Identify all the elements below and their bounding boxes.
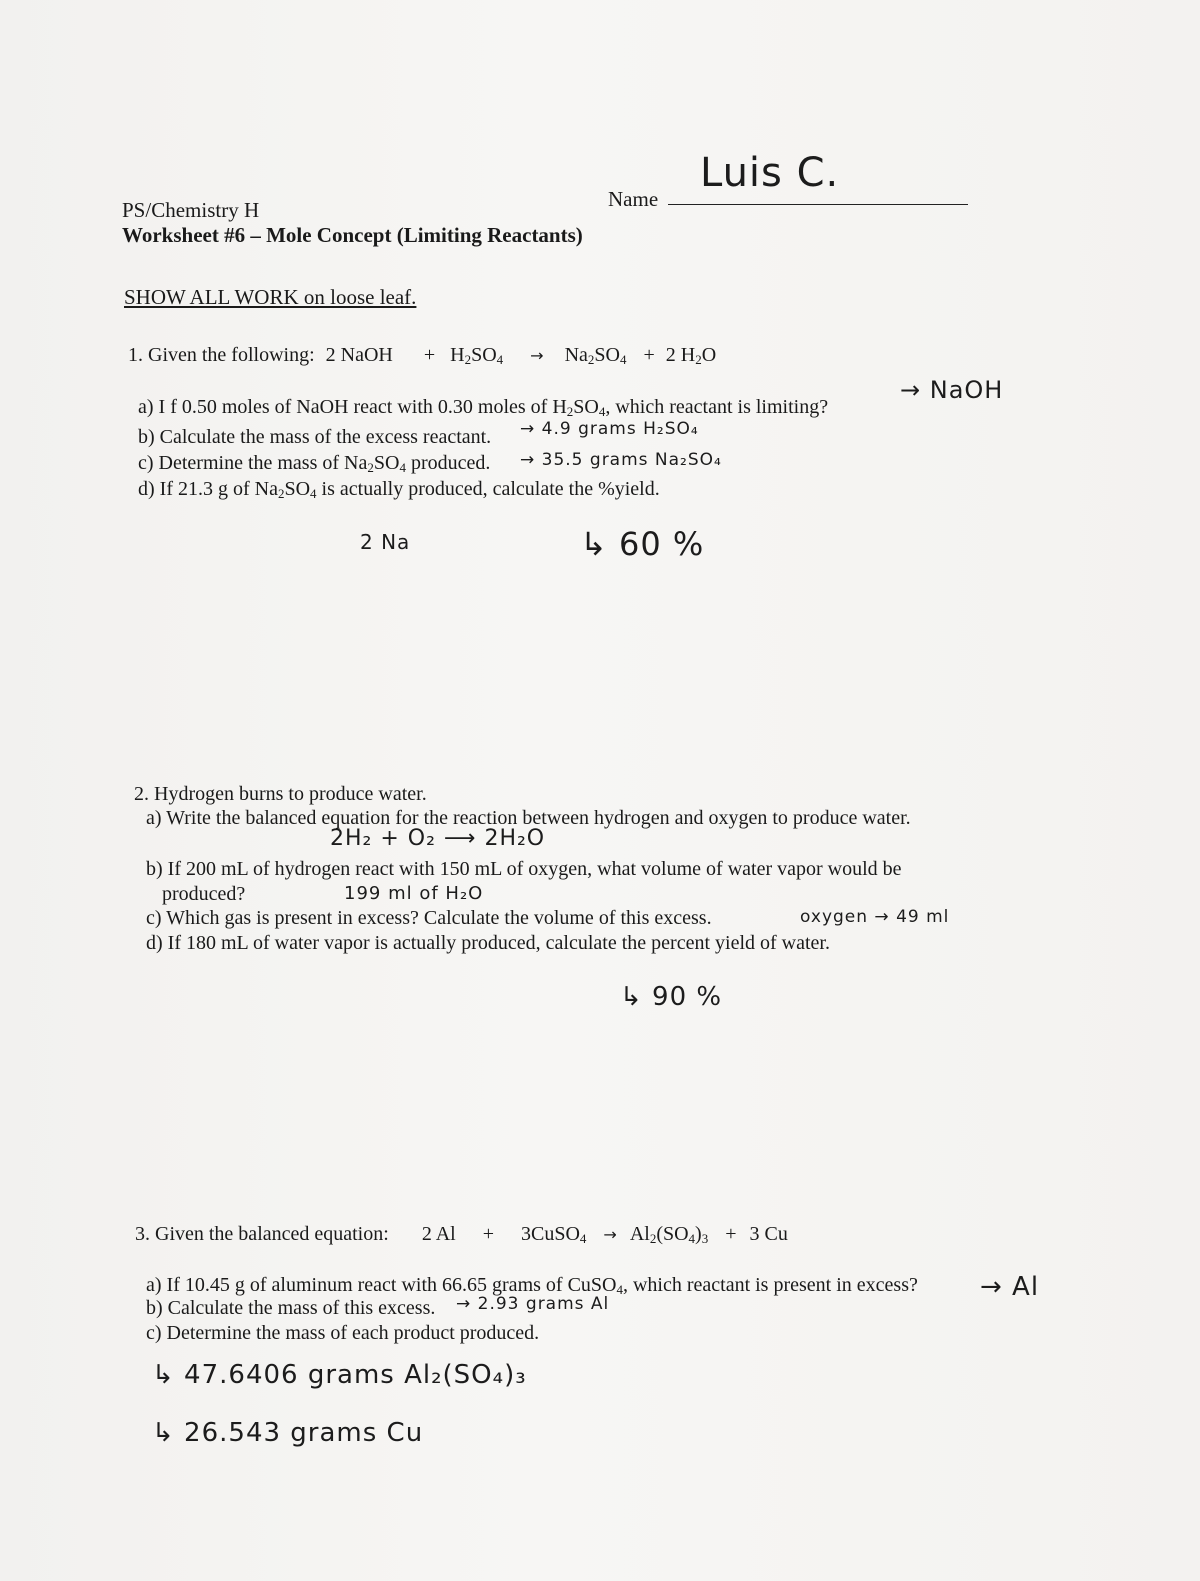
q3b-answer: → 2.93 grams Al [456,1294,610,1314]
q1-plus-2: + [643,344,655,366]
q2b-text-line2: produced? [162,883,246,905]
q3c-answer-2: ↳ 26.543 grams Cu [152,1418,424,1448]
q2b-answer: 199 ml of H₂O [344,883,484,904]
q1a-answer: → NaOH [900,376,1004,404]
q1-product-na2so4: $Na_2SO_4$ [564,344,627,367]
q1c-answer: → 35.5 grams Na₂SO₄ [520,450,722,470]
q1b-answer: → 4.9 grams H₂SO₄ [520,419,699,439]
student-name: Luis C. [700,150,840,196]
q1-reactant-naoh: 2 NaOH [325,344,393,366]
course-label: PS/Chemistry H [122,198,260,222]
q1-reactant-h2so4: $H_2SO_4$ [450,344,504,367]
q1d-answer: ↳ 60 % [580,525,705,563]
q3-reactant-al: 2 Al [421,1223,456,1245]
q2a-answer: 2H₂ + O₂ ⟶ 2H₂O [330,826,546,851]
name-underline [668,204,968,205]
q2d-answer: ↳ 90 % [620,982,723,1012]
q1a-text: a) I f 0.50 moles of NaOH react with 0.30 moles of $H_2SO_4$, which reactant is limiting? [138,396,829,419]
q3a-answer: → Al [980,1272,1040,1302]
q2b-text-line1: b) If 200 mL of hydrogen react with 150 mL of oxygen, what volume of water vapor would be [146,858,902,880]
q3b-text: b) Calculate the mass of this excess. [146,1297,436,1319]
q2d-text: d) If 180 mL of water vapor is actually produced, calculate the percent yield of water. [146,932,830,954]
q3-product-cu: 3 Cu [749,1223,788,1245]
q2a-text: a) Write the balanced equation for the reaction between hydrogen and oxygen to produce water. [146,807,911,829]
q1-intro: 1. Given the following: [128,344,315,366]
q1c-text: c) Determine the mass of $Na_2SO_4$ produced. [138,452,491,475]
q1-plus: + [423,344,436,366]
q3-intro: 3. Given the balanced equation: [135,1223,389,1245]
worksheet-title: Worksheet #6 – Mole Concept (Limiting Reactants) [122,223,583,247]
q2c-text: c) Which gas is present in excess? Calculate the volume of this excess. [146,907,712,929]
q2c-answer: oxygen → 49 ml [800,907,950,927]
q3-equation [135,1222,788,1247]
q3-product-al2so43: $Al_2(SO_4)_3$ [629,1223,709,1246]
q2-intro: 2. Hydrogen burns to produce water. [134,783,427,805]
name-label: Name [608,187,659,211]
q1-equation [128,343,716,368]
show-work-instruction: SHOW ALL WORK on loose leaf. [124,285,417,309]
bleed-through [600,270,607,295]
q3-reactant-cuso4: 3CuSO$_4$ [521,1223,587,1246]
q1d-text: d) If 21.3 g of $Na_2SO_4$ is actually produced, calculate the %yield. [138,478,660,501]
q3-plus-2: + [725,1223,737,1245]
q3a-text: a) If 10.45 g of aluminum react with 66.65 grams of CuSO$_4$, which reactant is present in excess? [146,1274,918,1297]
q3-arrow: → [603,1225,617,1244]
q1-product-water: 2 $H_2O$ [665,344,717,367]
q3c-text: c) Determine the mass of each product produced. [146,1322,540,1344]
q1b-text: b) Calculate the mass of the excess reactant. [138,426,492,448]
q1-arrow: → [530,346,544,365]
q1-scribble: 2 Na [360,530,411,554]
q3-plus: + [482,1223,494,1245]
q3c-answer-1: ↳ 47.6406 grams Al₂(SO₄)₃ [152,1360,527,1390]
